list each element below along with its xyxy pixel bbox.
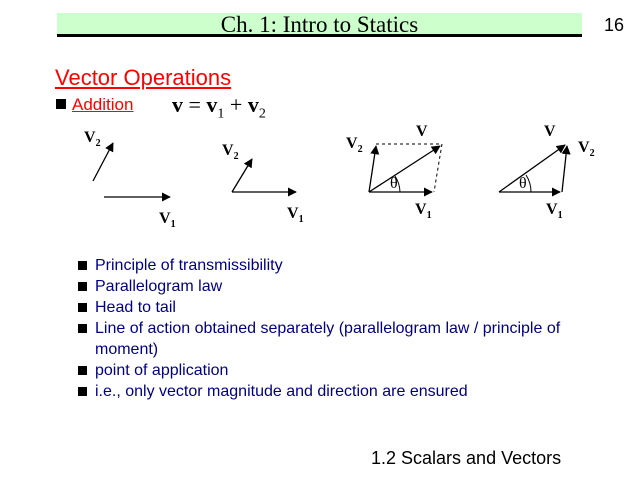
diagram-head-to-tail bbox=[499, 123, 595, 221]
dashed-side bbox=[434, 144, 442, 192]
list-item bbox=[78, 360, 565, 381]
resultant-arrow bbox=[369, 146, 440, 192]
resultant-arrow bbox=[499, 145, 565, 192]
square-bullet-icon bbox=[78, 324, 87, 333]
diagram-parallelogram-law bbox=[346, 123, 442, 221]
list-item bbox=[78, 297, 565, 318]
v2-arrow bbox=[369, 146, 376, 192]
v1-label: $V_1$ bbox=[287, 205, 304, 225]
eq-plus: + bbox=[229, 92, 243, 117]
list-item bbox=[78, 276, 565, 297]
v2-label: $V_2$ bbox=[578, 139, 595, 159]
list-item-text: point of application bbox=[95, 362, 229, 379]
v2-label: $V_2$ bbox=[346, 135, 363, 155]
square-bullet-icon bbox=[78, 387, 87, 396]
v1-label: $V_1$ bbox=[415, 201, 432, 221]
angle-arc bbox=[526, 175, 531, 192]
list-item-text: Head to tail bbox=[95, 299, 176, 316]
list-item-text: Parallelogram law bbox=[95, 278, 223, 295]
addition-label: Addition bbox=[72, 95, 134, 114]
page-number: 16 bbox=[603, 15, 624, 35]
eq-term2: v bbox=[247, 92, 259, 117]
square-bullet-icon bbox=[78, 303, 87, 312]
list-item bbox=[78, 381, 565, 402]
v2-label: $V_2$ bbox=[84, 129, 101, 149]
bullet-list bbox=[78, 255, 565, 402]
v1-label: $V_1$ bbox=[546, 201, 563, 221]
footer-section-title: 1.2 Scalars and Vectors bbox=[371, 448, 562, 468]
eq-term1: v bbox=[206, 92, 218, 117]
square-bullet-icon bbox=[78, 282, 87, 291]
eq-sub2: 2 bbox=[258, 106, 266, 122]
theta-label: θ bbox=[519, 175, 527, 192]
eq-sub1: 1 bbox=[217, 106, 225, 122]
square-bullet-icon bbox=[78, 366, 87, 375]
slide-title: Ch. 1: Intro to Statics bbox=[220, 12, 419, 37]
theta-label: θ bbox=[390, 175, 398, 192]
v2-arrow bbox=[232, 159, 252, 192]
list-item bbox=[78, 318, 565, 360]
section-title: Vector Operations bbox=[55, 65, 232, 90]
eq-lhs: v bbox=[172, 92, 183, 117]
eq-equals: = bbox=[188, 92, 201, 117]
resultant-label: V bbox=[416, 123, 428, 140]
v2-label: $V_2$ bbox=[222, 142, 239, 162]
list-item-text: Principle of transmissibility bbox=[95, 257, 283, 274]
v2-arrow bbox=[562, 146, 567, 192]
list-item-text: Line of action obtained separately (parallelogram law / principle of moment) bbox=[95, 320, 561, 358]
square-bullet-icon bbox=[78, 261, 87, 270]
resultant-label: V bbox=[544, 123, 556, 140]
list-item-text: i.e., only vector magnitude and direction are ensured bbox=[95, 383, 468, 400]
diagram-separate-vectors bbox=[84, 129, 176, 230]
v1-label: $V_1$ bbox=[159, 210, 176, 230]
diagram-tails-joined bbox=[222, 142, 304, 225]
list-item bbox=[78, 255, 565, 276]
